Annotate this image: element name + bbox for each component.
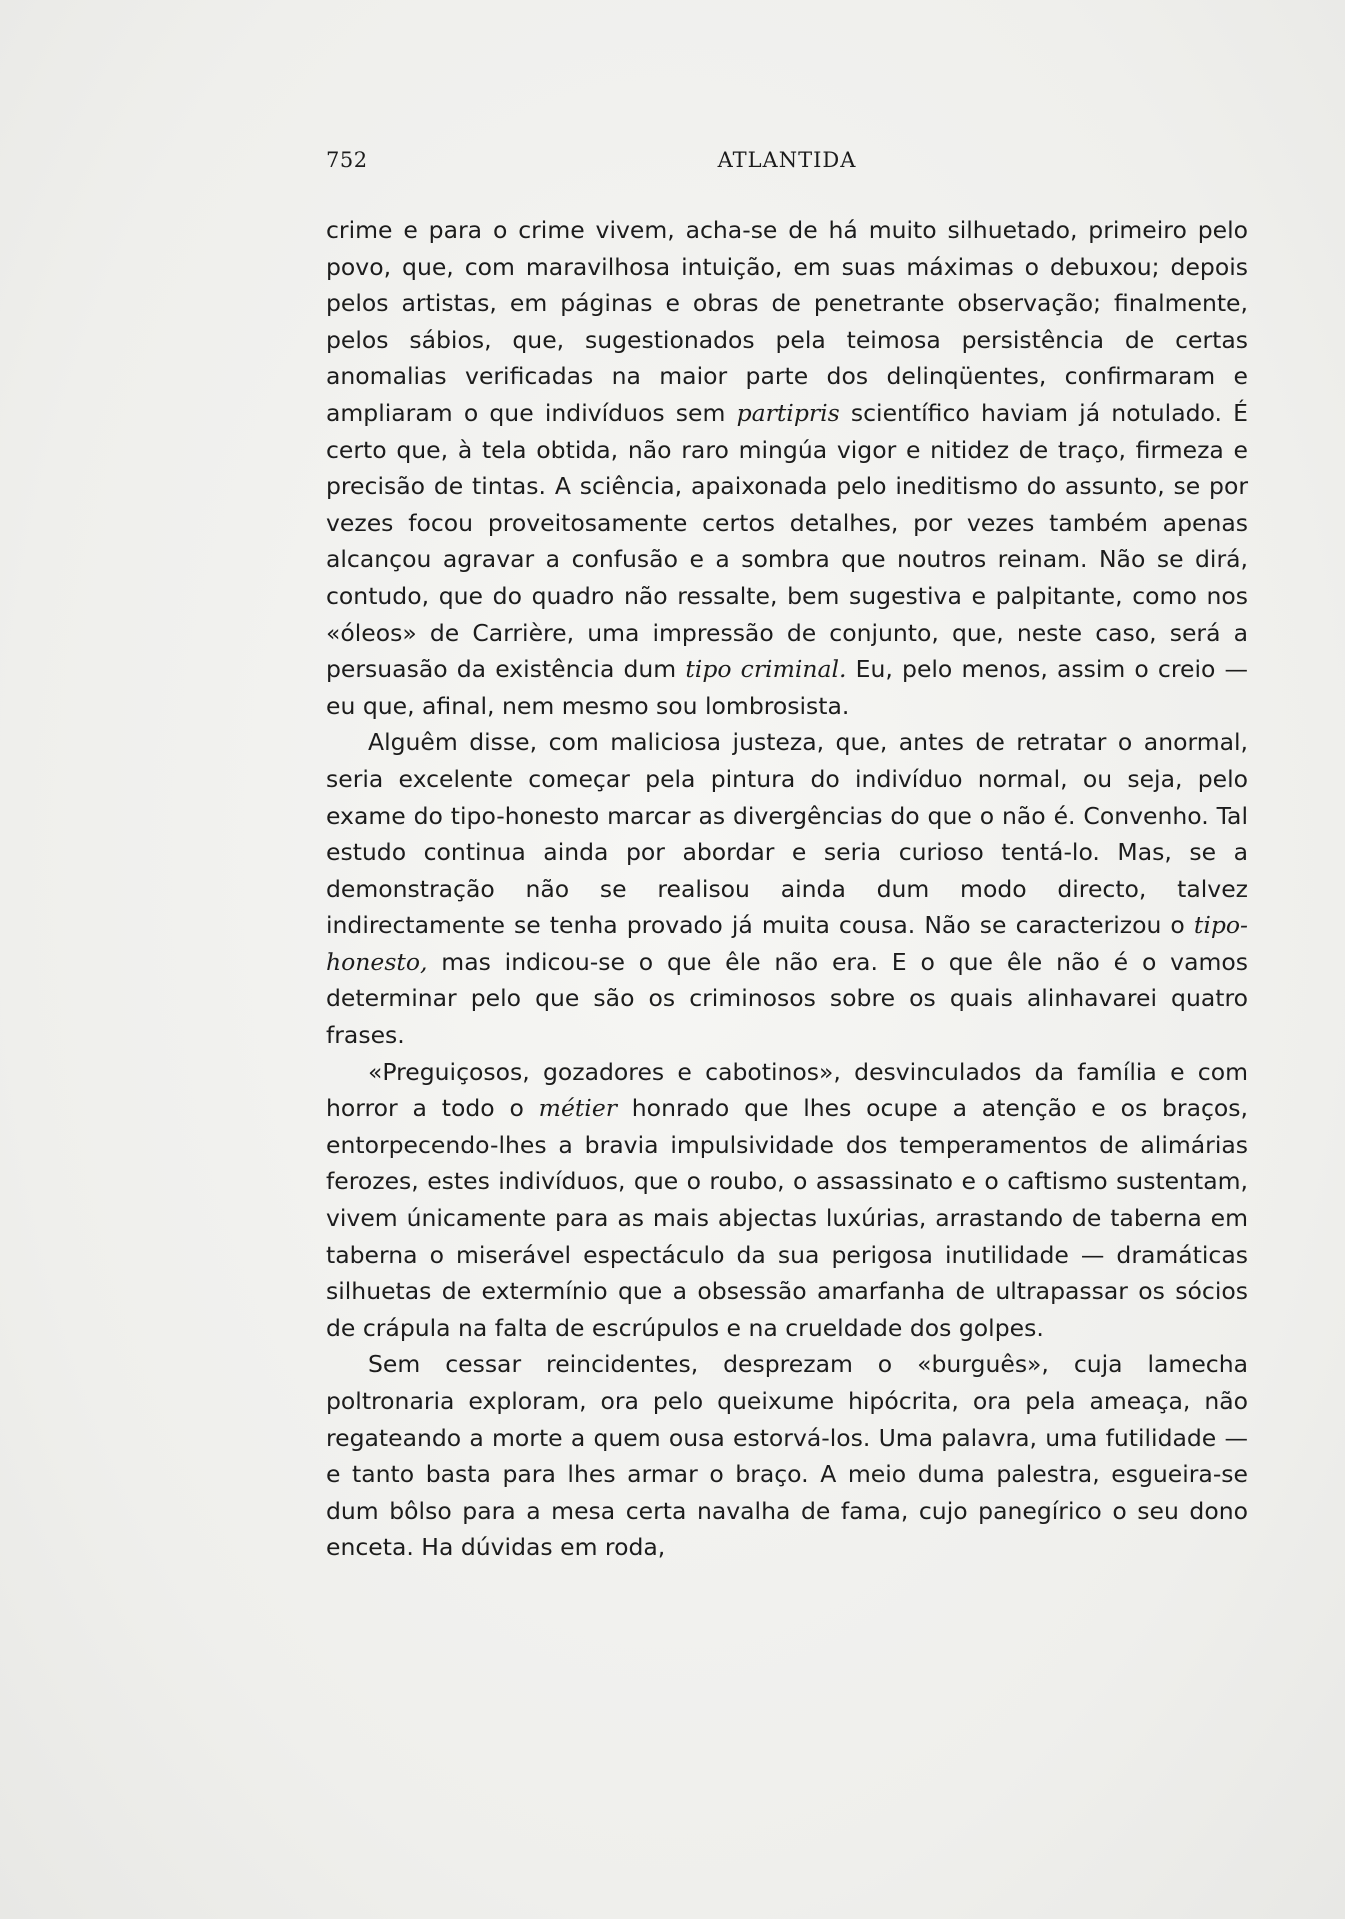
running-head xyxy=(326,148,1248,178)
paragraph xyxy=(326,212,1248,724)
text-run: «Preguiçosos, gozadores e cabotinos», desvinculados da família e com horror a todo o xyxy=(326,1057,1248,1123)
paragraph xyxy=(326,724,1248,1053)
running-title: ATLANTIDA xyxy=(717,148,857,172)
italic-run: métier xyxy=(538,1094,617,1123)
paragraph xyxy=(326,1054,1248,1347)
text-run: Alguêm disse, com maliciosa justeza, que, antes de retratar o anormal, seria excelente começar pela pintura do indivíduo normal, ou seja, pelo exame do tipo-honesto marcar as divergências do que o não é. Convenho. Tal estudo continua ainda por abordar e seria curioso tentá-lo. Mas, se a demonstração não se realisou ainda dum modo directo, talvez indirectamente se tenha provado já muita cousa. Não se caracterizou o xyxy=(326,728,1248,940)
italic-run: tipo criminal. xyxy=(685,655,847,684)
text-run: Sem cessar reincidentes, desprezam o «burguês», cuja lamecha poltronaria exploram, ora pelo queixume hipócrita, ora pela ameaça, não regateando a morte a quem ousa estorvá-los. Uma palavra, uma futilidade — e tanto basta para lhes armar o braço. A meio duma palestra, esgueira-se dum bôlso para a mesa certa navalha de fama, cujo panegírico o seu dono enceta. Ha dúvidas em roda, xyxy=(326,1350,1248,1562)
text-run: mas indicou-se o que êle não era. E o que êle não é o vamos determinar pelo que são os criminosos sobre os quais alinhavarei quatro frases. xyxy=(326,947,1248,1050)
text-run: Eu, pelo menos, assim o creio — eu que, afinal, nem mesmo sou lombrosista. xyxy=(326,655,1248,720)
text-run: crime e para o crime vivem, acha-se de há muito silhuetado, primeiro pelo povo, que, com maravilhosa intuição, em suas máximas o debuxou; depois pelos artistas, em páginas e obras de penetrante observação; finalmente, pelos sábios, que, sugestionados pela teimosa persistência de certas anomalias verificadas na maior parte dos delinqüentes, confirmaram e ampliaram o que indivíduos sem xyxy=(326,216,1248,427)
text-run: honrado que lhes ocupe a atenção e os braços, entorpecendo-lhes a bravia impulsividade dos temperamentos de alimárias ferozes, estes indivíduos, que o roubo, o assassinato e o caftismo sustentam, vivem únicamente para as mais abjectas luxúrias, arrastando de taberna em taberna o miserável espectáculo da sua perigosa inutilidade — dramáticas silhuetas de extermínio que a obsessão amarfanha de ultrapassar os sócios de crápula na falta de escrúpulos e na crueldade dos golpes. xyxy=(326,1094,1248,1342)
text-run: scientífico haviam já notulado. É certo que, à tela obtida, não raro mingúa vigor e nitidez de traço, firmeza e precisão de tintas. A sciência, apaixonada pelo ineditismo do assunto, se por vezes focou proveitosamente certos detalhes, por vezes também apenas alcançou agravar a confusão e a sombra que noutros reinam. Não se dirá, contudo, que do quadro não ressalte, bem sugestiva e palpitante, como nos «óleos» de Carrière, uma impressão de conjunto, que, neste caso, será a persuasão da existência dum xyxy=(326,398,1249,684)
italic-run: tipo-honesto, xyxy=(326,911,1248,976)
page-number: 752 xyxy=(326,148,368,172)
italic-run: partipris xyxy=(736,398,840,427)
body-text xyxy=(326,212,1248,1566)
paragraph xyxy=(326,1346,1248,1566)
